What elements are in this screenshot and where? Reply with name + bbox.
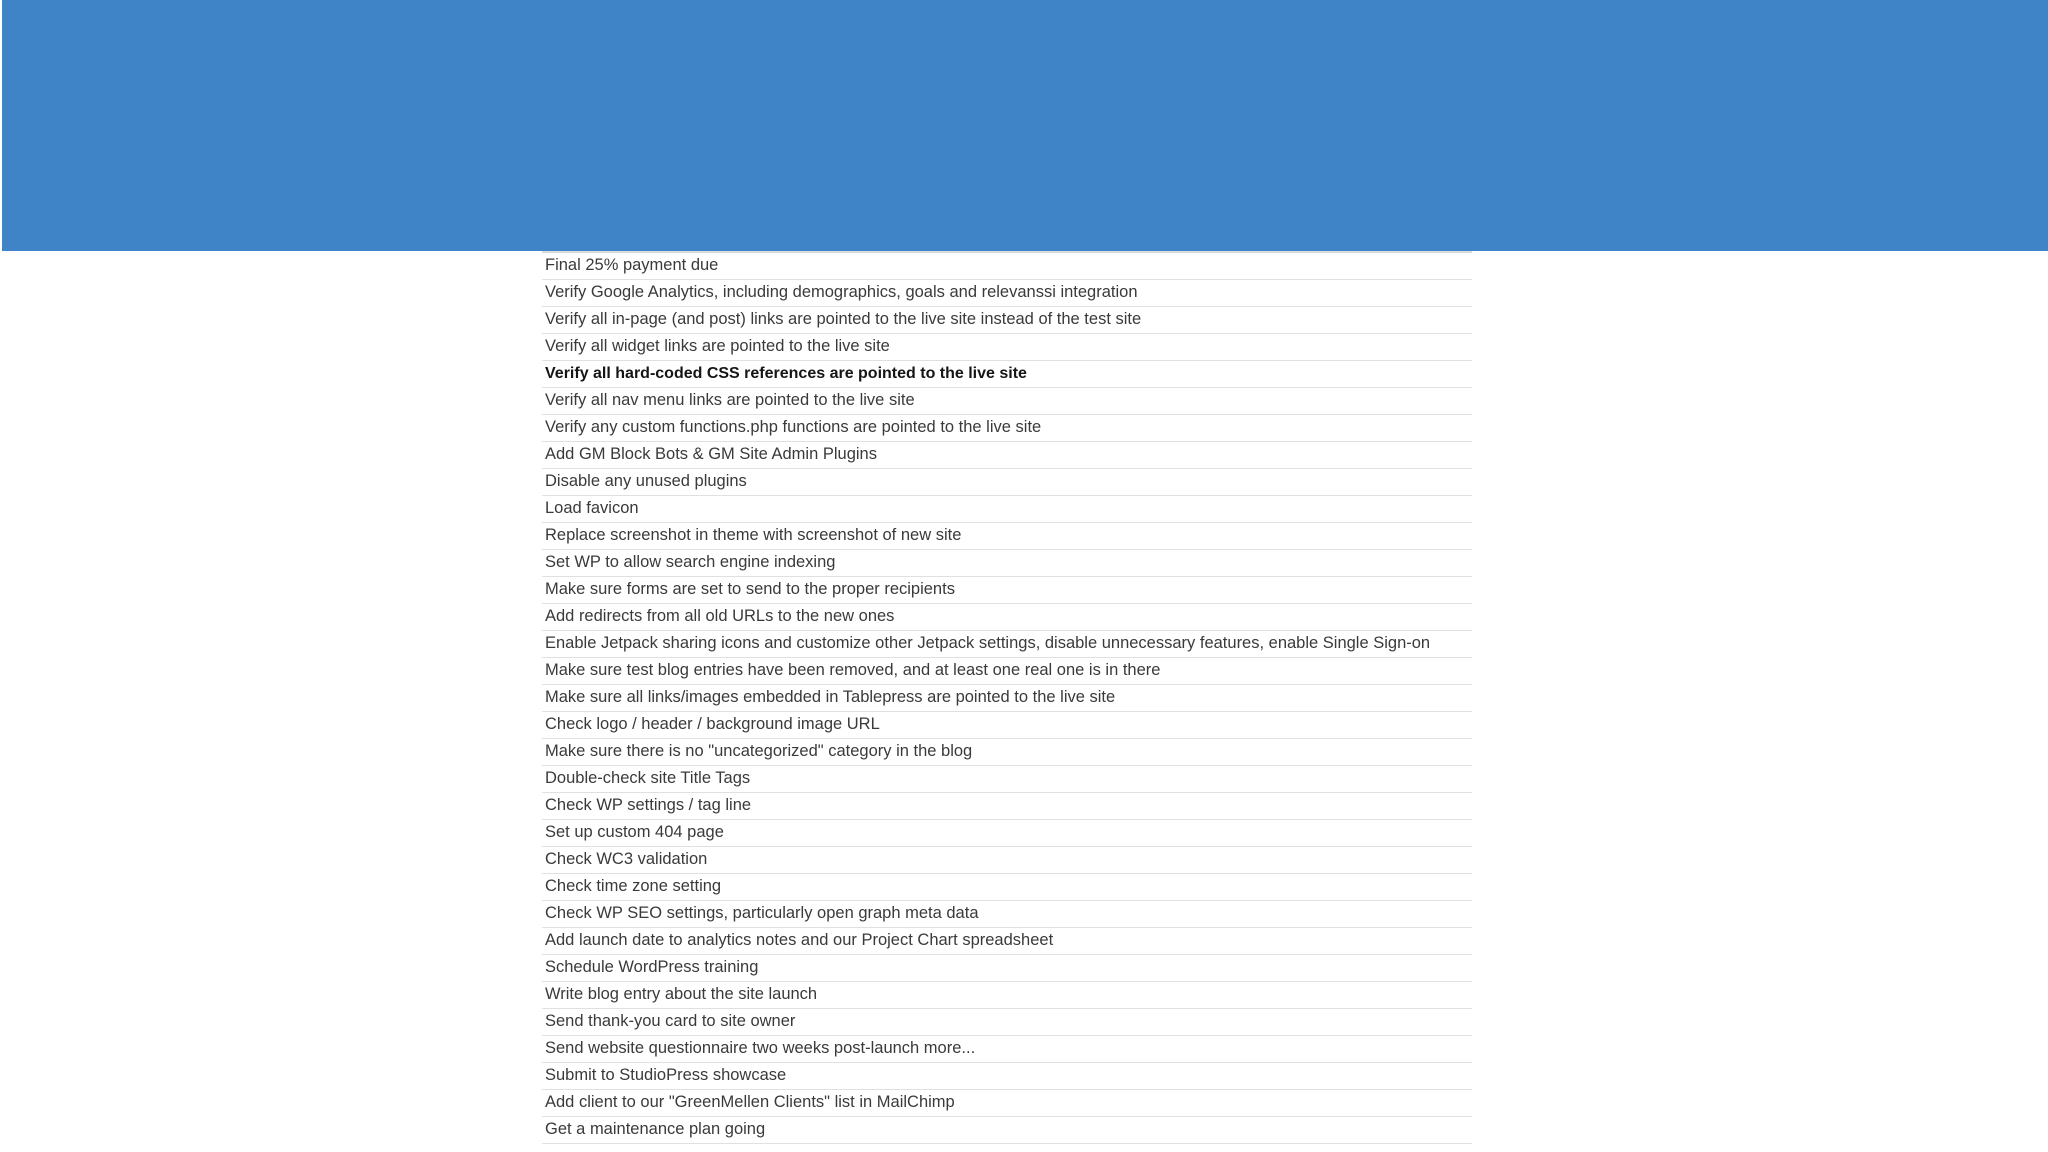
checklist-item: Verify Google Analytics, including demographics, goals and relevanssi integration [542, 280, 1472, 307]
checklist-item: Disable any unused plugins [542, 469, 1472, 496]
checklist-item: Final 25% payment due [542, 253, 1472, 280]
checklist-item: Send thank-you card to site owner [542, 1009, 1472, 1036]
checklist-item: Load favicon [542, 496, 1472, 523]
checklist-item: Make sure forms are set to send to the proper recipients [542, 577, 1472, 604]
checklist-item: Verify all widget links are pointed to the live site [542, 334, 1472, 361]
checklist-item: Verify all nav menu links are pointed to the live site [542, 388, 1472, 415]
checklist-item: Make sure test blog entries have been removed, and at least one real one is in there [542, 658, 1472, 685]
checklist-item: Make sure all links/images embedded in Tablepress are pointed to the live site [542, 685, 1472, 712]
checklist-item: Check WP settings / tag line [542, 793, 1472, 820]
checklist-item: Set WP to allow search engine indexing [542, 550, 1472, 577]
checklist-item: Make sure there is no "uncategorized" category in the blog [542, 739, 1472, 766]
checklist-item: Add redirects from all old URLs to the new ones [542, 604, 1472, 631]
checklist-item: Set up custom 404 page [542, 820, 1472, 847]
checklist-item-highlighted: Verify all hard-coded CSS references are pointed to the live site [542, 361, 1472, 388]
checklist-item: Add GM Block Bots & GM Site Admin Plugins [542, 442, 1472, 469]
header-banner [2, 0, 2048, 251]
checklist-item: Add client to our "GreenMellen Clients" list in MailChimp [542, 1090, 1472, 1117]
checklist-item: Write blog entry about the site launch [542, 982, 1472, 1009]
checklist-item: Schedule WordPress training [542, 955, 1472, 982]
launch-checklist [542, 251, 1472, 1144]
checklist-item: Enable Jetpack sharing icons and customize other Jetpack settings, disable unnecessary features, enable Single Sign-on [542, 631, 1472, 658]
checklist-item: Check WC3 validation [542, 847, 1472, 874]
checklist-item: Check WP SEO settings, particularly open graph meta data [542, 901, 1472, 928]
checklist-item: Double-check site Title Tags [542, 766, 1472, 793]
checklist-item: Get a maintenance plan going [542, 1117, 1472, 1144]
checklist-item: Submit to StudioPress showcase [542, 1063, 1472, 1090]
checklist-item: Send website questionnaire two weeks post-launch more... [542, 1036, 1472, 1063]
checklist-item: Replace screenshot in theme with screenshot of new site [542, 523, 1472, 550]
checklist-item: Check logo / header / background image URL [542, 712, 1472, 739]
checklist-item: Verify all in-page (and post) links are pointed to the live site instead of the test site [542, 307, 1472, 334]
checklist-item: Verify any custom functions.php functions are pointed to the live site [542, 415, 1472, 442]
checklist-item: Check time zone setting [542, 874, 1472, 901]
checklist-item: Add launch date to analytics notes and our Project Chart spreadsheet [542, 928, 1472, 955]
